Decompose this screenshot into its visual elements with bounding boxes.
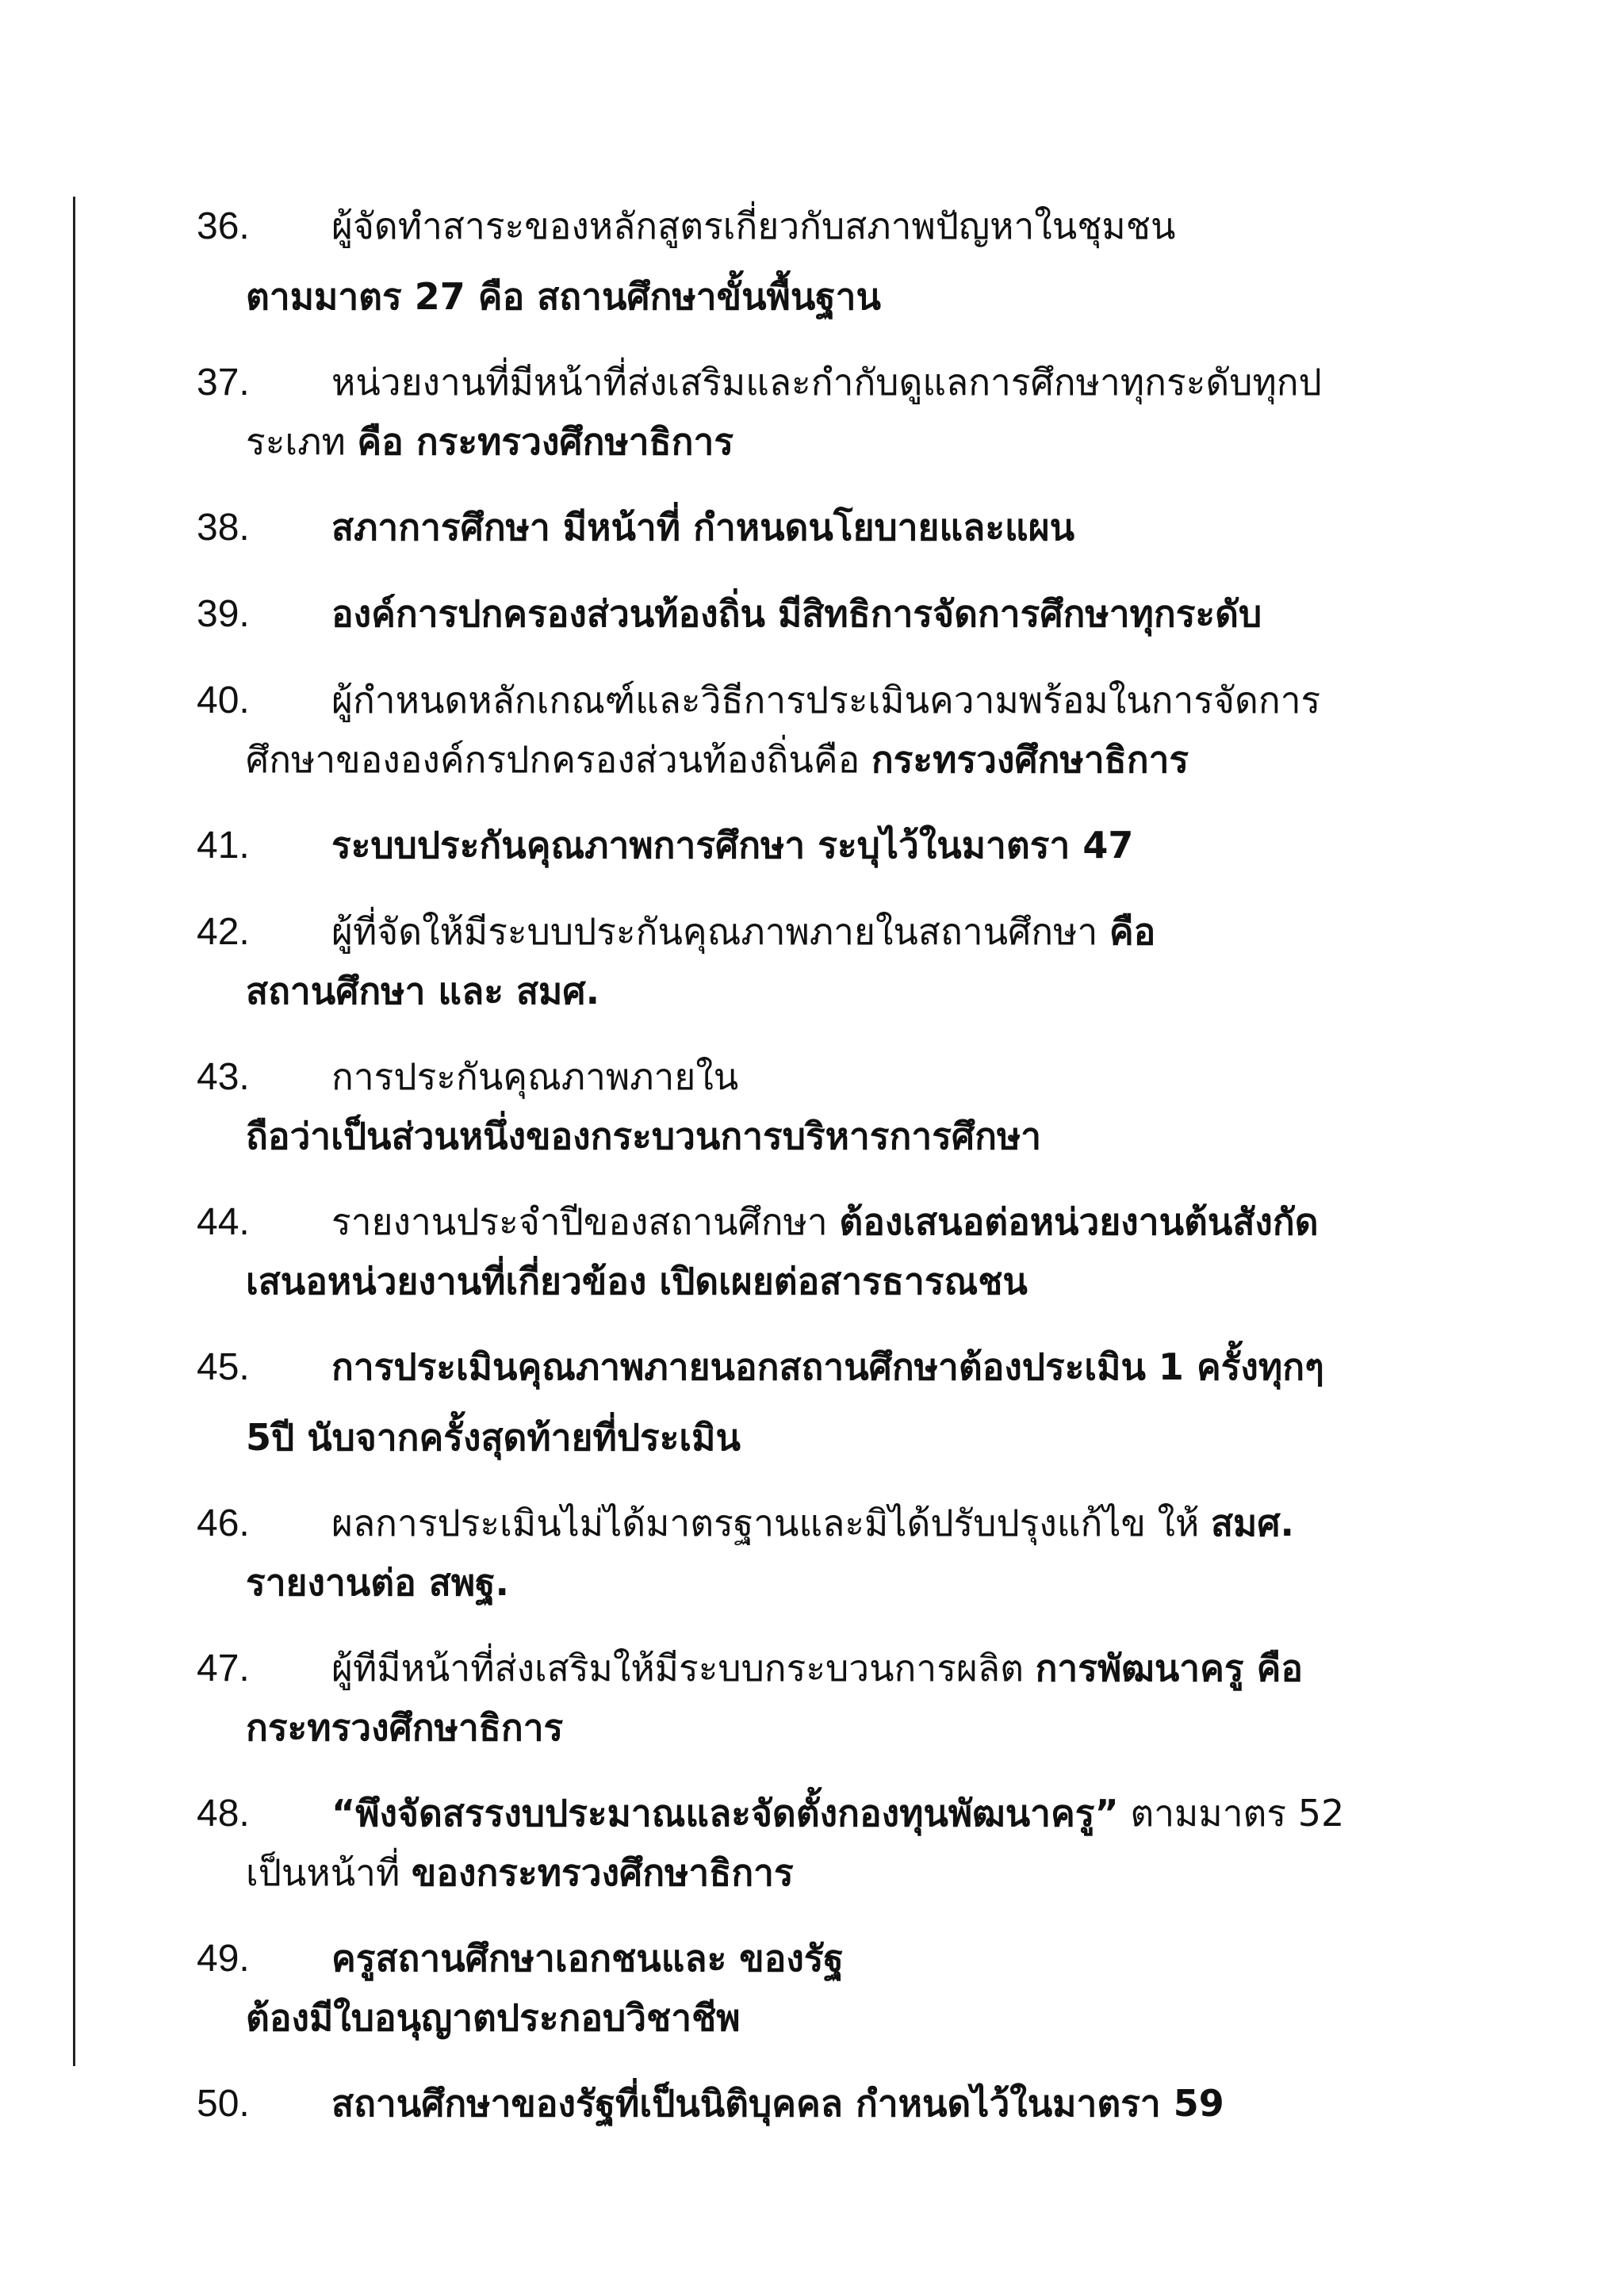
item-text-bold: สมศ.	[1210, 1502, 1295, 1544]
item-number: 39.	[197, 593, 250, 635]
item-text: ผลการประเมินไม่ได้มาตรฐานและมิได้ปรับปรุงแก้ไข ให้	[331, 1502, 1211, 1544]
item-text-bold: “พึงจัดสรรงบประมาณและจัดตั้งกองทุนพัฒนาครู”	[331, 1792, 1119, 1835]
document-body	[197, 197, 1497, 2160]
list-item-38	[197, 498, 1497, 557]
list-item-40	[197, 671, 1497, 789]
item-text: การประกันคุณภาพภายใน	[331, 1055, 739, 1098]
item-text: หน่วยงานที่มีหน้าที่ส่งเสริมและกำกับดูแลการศึกษาทุกระดับทุกป	[331, 361, 1322, 404]
item-text-bold: คือ	[1109, 910, 1156, 953]
list-item-37	[197, 353, 1497, 471]
item-text-bold: ครูสถานศึกษาเอกชนและ ของรัฐ	[331, 1937, 844, 1980]
list-item-50	[197, 2074, 1497, 2133]
item-number: 47.	[197, 1647, 250, 1689]
list-item-45	[197, 1337, 1497, 1467]
item-number: 50.	[197, 2083, 250, 2125]
item-text: ผู้กำหนดหลักเกณฑ์และวิธีการประเมินความพร้อมในการจัดการ	[331, 679, 1321, 721]
item-number: 42.	[197, 911, 250, 953]
item-text: ศึกษาขององค์กรปกครองส่วนท้องถิ่นคือ	[246, 738, 871, 781]
item-text-bold: คือ กระทรวงศึกษาธิการ	[357, 420, 734, 463]
item-number: 45.	[197, 1346, 250, 1388]
item-text-bold: การพัฒนาครู คือ	[1035, 1647, 1304, 1689]
item-number: 43.	[197, 1056, 250, 1098]
margin-rule	[73, 197, 75, 2066]
item-text-bold: ต้องเสนอต่อหน่วยงานต้นสังกัด	[839, 1200, 1319, 1243]
item-text-bold: สภาการศึกษา มีหน้าที่ กำหนดนโยบายและแผน	[331, 506, 1075, 549]
list-item-47	[197, 1639, 1497, 1757]
item-text-bold: กระทรวงศึกษาธิการ	[246, 1706, 564, 1749]
item-text-bold: ของกระทรวงศึกษาธิการ	[411, 1851, 794, 1894]
item-number: 40.	[197, 679, 250, 721]
item-text-bold: ต้องมีใบอนุญาตประกอบวิชาชีพ	[246, 1996, 741, 2039]
item-text-bold: เสนอหน่วยงานที่เกี่ยวข้อง เปิดเผยต่อสารธารณชน	[246, 1260, 1028, 1303]
item-text: ผู้ทีมีหน้าที่ส่งเสริมให้มีระบบกระบวนการผลิต	[331, 1647, 1036, 1689]
list-item-44	[197, 1192, 1497, 1311]
item-number: 37.	[197, 362, 250, 404]
item-text: ระเภท	[246, 420, 358, 463]
list-item-39	[197, 584, 1497, 644]
list-item-43	[197, 1047, 1497, 1165]
item-text-bold: รายงานต่อ สพฐ.	[246, 1561, 509, 1604]
item-text-bold: กระทรวงศึกษาธิการ	[871, 738, 1189, 781]
item-text: เป็นหน้าที่	[246, 1851, 412, 1894]
item-text-bold: สถานศึกษาของรัฐที่เป็นนิติบุคคล กำหนดไว้ในมาตรา 59	[331, 2082, 1224, 2125]
item-number: 36.	[197, 205, 250, 247]
item-text-bold: สถานศึกษา และ สมศ.	[246, 970, 600, 1012]
list-item-46	[197, 1494, 1497, 1612]
item-text: ตามมาตร 52	[1118, 1792, 1345, 1835]
item-text-bold: 5ปี นับจากครั้งสุดท้ายที่ประเมิน	[246, 1416, 741, 1459]
item-text: ผู้ที่จัดให้มีระบบประกันคุณภาพภายในสถานศึกษา	[331, 910, 1109, 953]
list-item-42	[197, 902, 1497, 1020]
item-text-bold: ตามมาตร 27 คือ สถานศึกษาขั้นพื้นฐาน	[246, 275, 881, 318]
item-number: 49.	[197, 1938, 250, 1980]
item-text-bold: การประเมินคุณภาพภายนอกสถานศึกษาต้องประเมิน 1 ครั้งทุกๆ	[331, 1345, 1324, 1388]
list-item-49	[197, 1929, 1497, 2047]
item-text-bold: ระบบประกันคุณภาพการศึกษา ระบุไว้ในมาตรา 47	[331, 824, 1134, 867]
item-text: รายงานประจำปีของสถานศึกษา	[331, 1200, 840, 1243]
list-item-48	[197, 1784, 1497, 1902]
list-item-36	[197, 197, 1497, 326]
list-item-41	[197, 816, 1497, 875]
item-number: 38.	[197, 507, 250, 549]
item-text: ผู้จัดทำสาระของหลักสูตรเกี่ยวกับสภาพปัญหาในชุมชน	[331, 205, 1176, 247]
item-text-bold: องค์การปกครองส่วนท้องถิ่น มีสิทธิการจัดการศึกษาทุกระดับ	[331, 592, 1262, 635]
item-number: 48.	[197, 1793, 250, 1835]
item-number: 46.	[197, 1502, 250, 1544]
item-text-bold: ถือว่าเป็นส่วนหนึ่งของกระบวนการบริหารการศึกษา	[246, 1115, 1042, 1158]
item-number: 44.	[197, 1201, 250, 1243]
item-number: 41.	[197, 825, 250, 867]
